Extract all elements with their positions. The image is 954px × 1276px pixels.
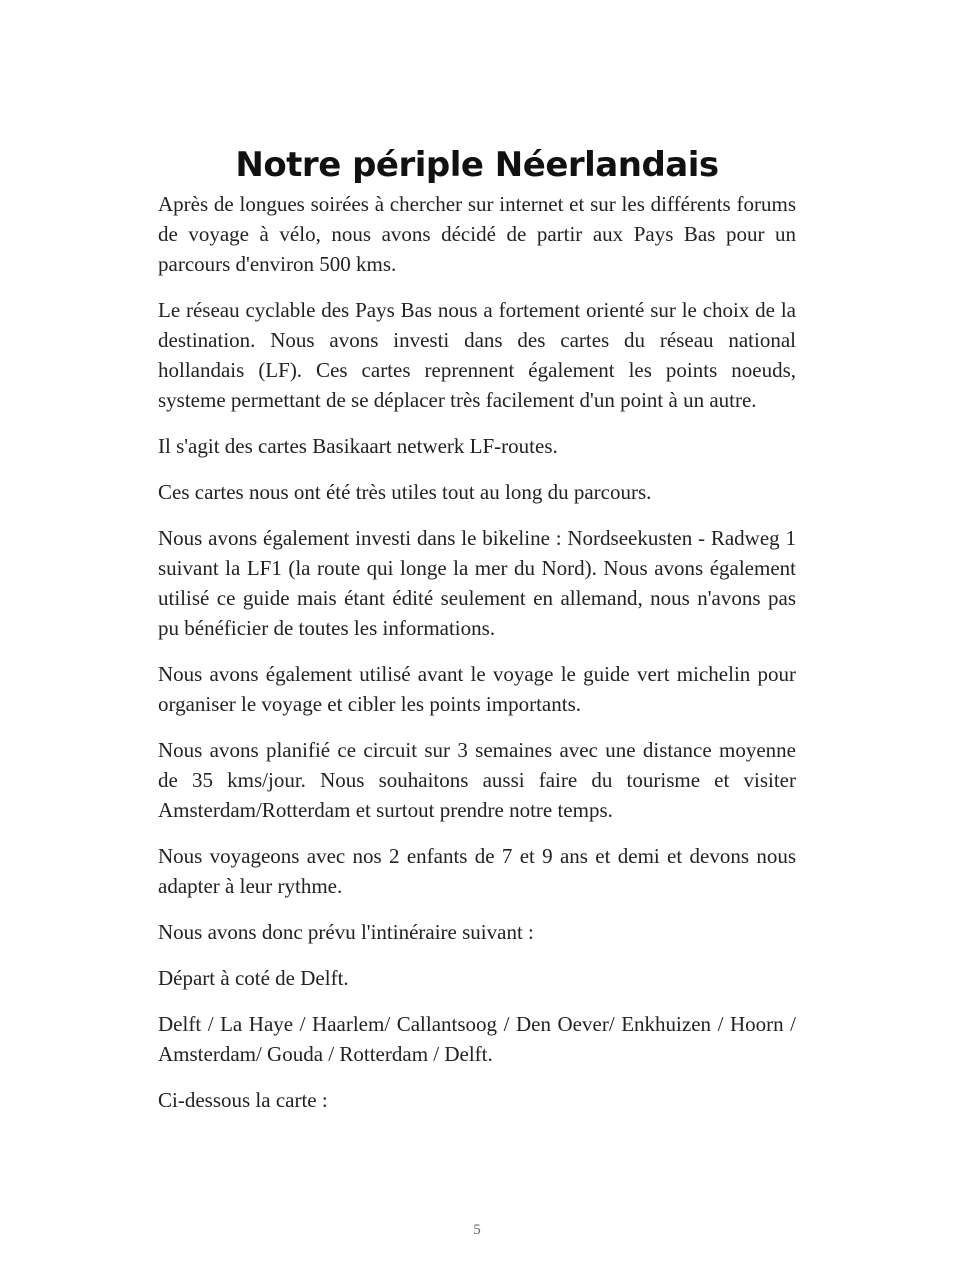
page-title: Notre périple Néerlandais bbox=[235, 144, 719, 185]
paragraph-departure: Départ à coté de Delft. bbox=[158, 966, 349, 990]
paragraph-network: Le réseau cyclable des Pays Bas nous a fortement orienté sur le choix de la destination. Nous avons investi dans des cartes du réseau national hollandais (LF). Ces cartes reprennent également les points noeuds, systeme permettant de se déplacer très facilement d'un point à un autre. bbox=[158, 298, 796, 412]
paragraph-maps: Il s'agit des cartes Basikaart netwerk LF-routes. bbox=[158, 434, 558, 458]
paragraph-intro: Après de longues soirées à chercher sur internet et sur les différents forums de voyage à vélo, nous avons décidé de partir aux Pays Bas pour un parcours d'environ 500 kms. bbox=[158, 192, 796, 276]
page-number: 5 bbox=[473, 1222, 481, 1238]
paragraph-bikeline: Nous avons également investi dans le bikeline : Nordseekusten - Radweg 1 suivant la LF1 (la route qui longe la mer du Nord). Nous avons également utilisé ce guide mais étant édité seulement en allemand, nous n'avons pas pu bénéficier de toutes les informations. bbox=[158, 526, 796, 640]
paragraph-itinerary-intro: Nous avons donc prévu l'intinéraire suivant : bbox=[158, 920, 534, 944]
paragraph-planning: Nous avons planifié ce circuit sur 3 semaines avec une distance moyenne de 35 kms/jour. Nous souhaitons aussi faire du tourisme et visiter Amsterdam/Rotterdam et surtout prendre notre temps. bbox=[158, 738, 796, 822]
body-text bbox=[158, 189, 796, 1131]
paragraph-map-caption: Ci-dessous la carte : bbox=[158, 1088, 328, 1112]
paragraph-maps-useful: Ces cartes nous ont été très utiles tout au long du parcours. bbox=[158, 480, 652, 504]
paragraph-route: Delft / La Haye / Haarlem/ Callantsoog / Den Oever/ Enkhuizen / Hoorn / Amsterdam/ Gouda / Rotterdam / Delft. bbox=[158, 1012, 796, 1066]
paragraph-michelin: Nous avons également utilisé avant le voyage le guide vert michelin pour organiser le voyage et cibler les points importants. bbox=[158, 662, 796, 716]
paragraph-children: Nous voyageons avec nos 2 enfants de 7 et 9 ans et demi et devons nous adapter à leur rythme. bbox=[158, 844, 796, 898]
